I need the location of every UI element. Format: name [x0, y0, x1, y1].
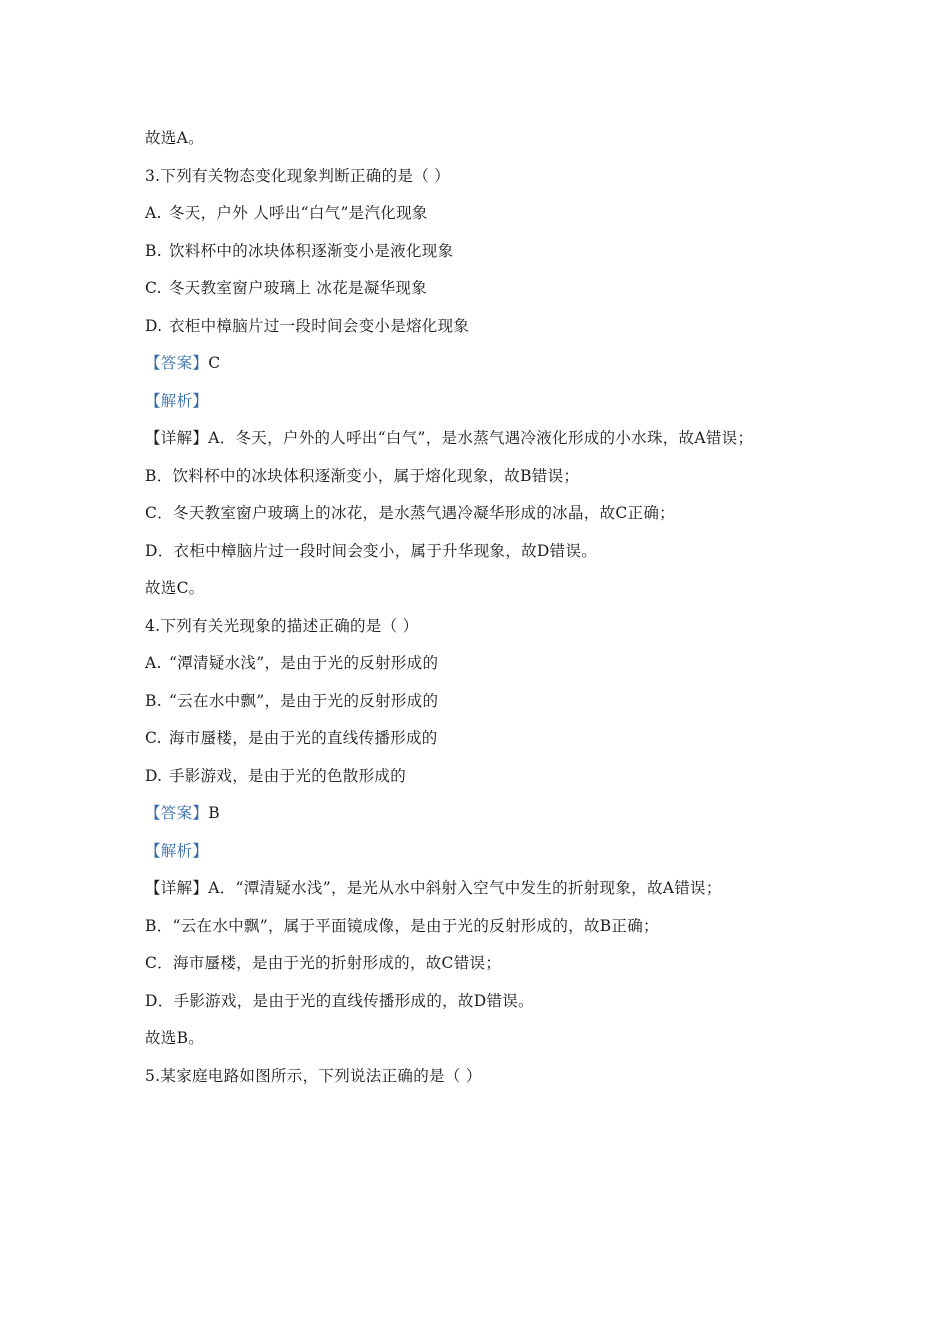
option-text: 海市蜃楼，是由于光的直线传播形成的 — [169, 729, 438, 747]
option-text: 衣柜中樟脑片过一段时间会变小是熔化现象 — [169, 316, 470, 335]
option-text: 冬天教室窗户玻璃上 冰花是凝华现象 — [169, 279, 428, 297]
q3-detail-b: B．饮料杯中的冰块体积逐渐变小，属于熔化现象，故B错误； — [145, 466, 580, 485]
q4-option-b — [145, 687, 825, 725]
q3-option-b — [145, 237, 825, 275]
q3-detail-d: D．衣柜中樟脑片过一段时间会变小，属于升华现象，故D错误。 — [145, 541, 598, 560]
analysis-tag: 【解析】 — [145, 841, 209, 860]
q3-option-c — [145, 274, 825, 312]
q4-answer — [145, 799, 825, 837]
option-text: 冬天，户外 人呼出“白气”是汽化现象 — [169, 204, 428, 222]
option-letter: B. — [145, 691, 162, 710]
option-text: 手影游戏，是由于光的色散形成的 — [169, 766, 407, 785]
answer-tag: 【答案】 — [145, 804, 209, 822]
q3-analysis — [145, 387, 825, 425]
option-letter: D. — [145, 766, 163, 785]
option-letter: C. — [145, 279, 162, 297]
answer-value: B — [208, 804, 220, 822]
option-letter: A. — [145, 654, 162, 672]
q3-option-a — [145, 199, 825, 237]
q4-conclusion: 故选B。 — [145, 1029, 205, 1047]
option-letter: D. — [145, 316, 163, 335]
option-text: “潭清疑水浅”，是由于光的反射形成的 — [169, 654, 439, 672]
answer-value: C — [208, 354, 221, 372]
q3-detail-c: C．冬天教室窗户玻璃上的冰花，是水蒸气遇冷凝华形成的冰晶，故C正确； — [145, 504, 675, 522]
option-text: 饮料杯中的冰块体积逐渐变小是液化现象 — [169, 241, 454, 260]
q4-detail-b: B．“云在水中飘”，属于平面镜成像，是由于光的反射形成的，故B正确； — [145, 916, 659, 935]
q3-answer — [145, 349, 825, 387]
q4-detail-d: D．手影游戏，是由于光的直线传播形成的，故D错误。 — [145, 991, 534, 1010]
q4-option-a — [145, 649, 825, 687]
q5-stem: 5.某家庭电路如图所示，下列说法正确的是（ ） — [145, 1066, 482, 1085]
document-page — [145, 124, 825, 1099]
q2-conclusion: 故选A。 — [145, 129, 204, 147]
answer-tag: 【答案】 — [145, 354, 209, 372]
option-text: “云在水中飘”，是由于光的反射形成的 — [169, 691, 439, 710]
option-letter: C. — [145, 729, 162, 747]
q4-detail-a: 【详解】A．“潭清疑水浅”，是光从水中斜射入空气中发生的折射现象，故A错误； — [145, 879, 722, 897]
q3-stem: 3.下列有关物态变化现象判断正确的是（ ） — [145, 166, 451, 185]
option-letter: B. — [145, 241, 162, 260]
q3-option-d — [145, 312, 825, 350]
q3-detail-a: 【详解】A．冬天，户外的人呼出“白气”，是水蒸气遇冷液化形成的小水珠，故A错误； — [145, 429, 754, 447]
q4-stem: 4.下列有关光现象的描述正确的是（ ） — [145, 616, 419, 635]
q4-option-d — [145, 762, 825, 800]
q4-detail-c: C．海市蜃楼，是由于光的折射形成的，故C错误； — [145, 954, 502, 972]
q4-analysis — [145, 837, 825, 875]
q4-option-c — [145, 724, 825, 762]
q3-conclusion: 故选C。 — [145, 579, 205, 597]
analysis-tag: 【解析】 — [145, 391, 209, 410]
option-letter: A. — [145, 204, 162, 222]
